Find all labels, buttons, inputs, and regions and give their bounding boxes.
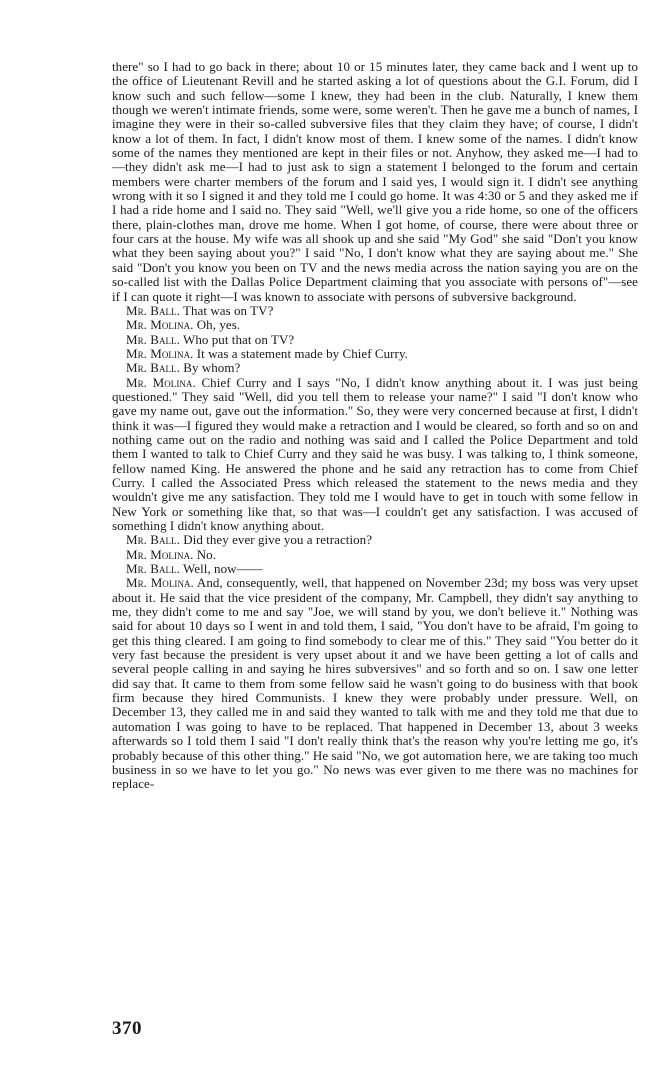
paragraph-text: Who put that on TV? [183,331,295,347]
speaker: Mr. Ball. [126,302,180,318]
testimony-text [112,60,638,792]
page-number: 370 [112,1018,142,1039]
speaker: Mr. Ball. [126,561,180,577]
paragraph [112,347,638,361]
paragraph-text: Chief Curry and I says "No, I didn't know anything about it. I was just being questioned." They said "Well, did you tell them to release your name?" I said "I don't know who gave my name out, gave out the information." So, they were very concerned because at first, I didn't think it was—I figured they would make a retraction and I would be cleared, so forth and so on and nothing came out on the radio and nothing was said and I called the Police Department and told them I wanted to talk to Chief Curry and they said he was busy. I was talking to, I think someone, fellow named King. He answered the phone and he said any retraction has to come from Chief Curry. I called the Associated Press which released the statement to the news media and they wouldn't give me any satisfaction. They told me I would have to get in touch with some fellow in New York or something like that, so that was—I couldn't get any satisfaction. I was accused of something I didn't know anything about. [112,374,638,533]
paragraph-text: No. [196,546,217,562]
speaker: Mr. Ball. [126,532,180,548]
paragraph-text: Did they ever give you a retraction? [183,532,373,548]
paragraph [112,376,638,534]
paragraph [112,333,638,347]
paragraph [112,548,638,562]
paragraph-text: Well, now—— [183,561,263,577]
paragraph-text: That was on TV? [183,302,274,318]
paragraph [112,562,638,576]
paragraph-text: By whom? [183,360,241,376]
paragraph [112,318,638,332]
paragraph [112,361,638,375]
paragraph-text: And, consequently, well, that happened on November 23d; my boss was very upset about it. He said that the vice president of the company, Mr. Campbell, they didn't say anything to me, they didn't come to me and say "Joe, we will stand by you, we don't believe it." Nothing was said for about 10 days so I went in and told them, I said, "You don't have to be afraid, I'm going to get this thing cleared. I am going to find somebody to clear me of this." They said "You better do it very fast because the president is very upset about it and we have been getting a lot of calls and several people calling in and saying he hires subversives" and so forth and so on. I saw one letter did say that. It came to them from some fellow said he wasn't going to do business with that book firm because they hired Communists. I knew they were probably under pressure. Well, on December 13, they called me in and said they wanted to talk with me and they told me that due to automation I was going to have to be replaced. That happened in December 13, about 3 weeks afterwards so I told them I said "I don't really think that's the reason why you're letting me go, it's probably because of this other thing." He said "No, we got automation here, we are taking too much business in so we have to let you go." No news was ever given to me there was no machines for replace- [112,575,638,792]
paragraph [112,533,638,547]
paragraph-text: there" so I had to go back in there; about 10 or 15 minutes later, they came back and I went up to the office of Lieutenant Revill and he started asking a lot of questions about the G.I. Forum, did I know such and such fellow—some I knew, they had been in the club. Naturally, I knew them though we weren't intimate friends, some were, some weren't. Then he gave me a bunch of names, I imagine they were in their so-called subversive files that they claim they have; of course, I didn't know a lot of them. In fact, I didn't know most of them. I knew some of the names. I didn't know some of the names they mentioned are kept in their files or not. Anyhow, they asked me—I had to—they didn't ask me—I had to just ask to sign a statement I belonged to the forum and certain members were charter members of the forum and I said yes, I would sign it. I didn't see anything wrong with it so I signed it and they told me I could go home. It was 4:30 or 5 and they asked me if I had a ride home and I said no. They said "Well, we'll give you a ride home, so one of the officers there, plain-clothes man, drove me home. When I got home, of course, there were about three or four cars at the house. My wife was all shook up and she said "My God" she said "Don't you know what they been saying about you?" I said "No, I don't know what they are saying about me." She said "Don't you know you been on TV and the news media across the nation saying you are on the so-called list with the Dallas Police Department claiming that you associate with persons of"—see if I can quote it right—I was known to associate with persons of subversive background. [112,59,638,304]
paragraph-text: It was a statement made by Chief Curry. [196,345,408,361]
speaker: Mr. Ball. [126,360,180,376]
speaker: Mr. Molina. [126,345,194,361]
paragraph [112,304,638,318]
speaker: Mr. Molina. [126,317,194,333]
paragraph-text: Oh, yes. [196,317,241,333]
paragraph [112,60,638,304]
speaker: Mr. Ball. [126,331,180,347]
paragraph [112,576,638,791]
speaker: Mr. Molina. [126,575,194,591]
speaker: Mr. Molina. [126,546,194,562]
speaker: Mr. Molina. [126,374,196,390]
